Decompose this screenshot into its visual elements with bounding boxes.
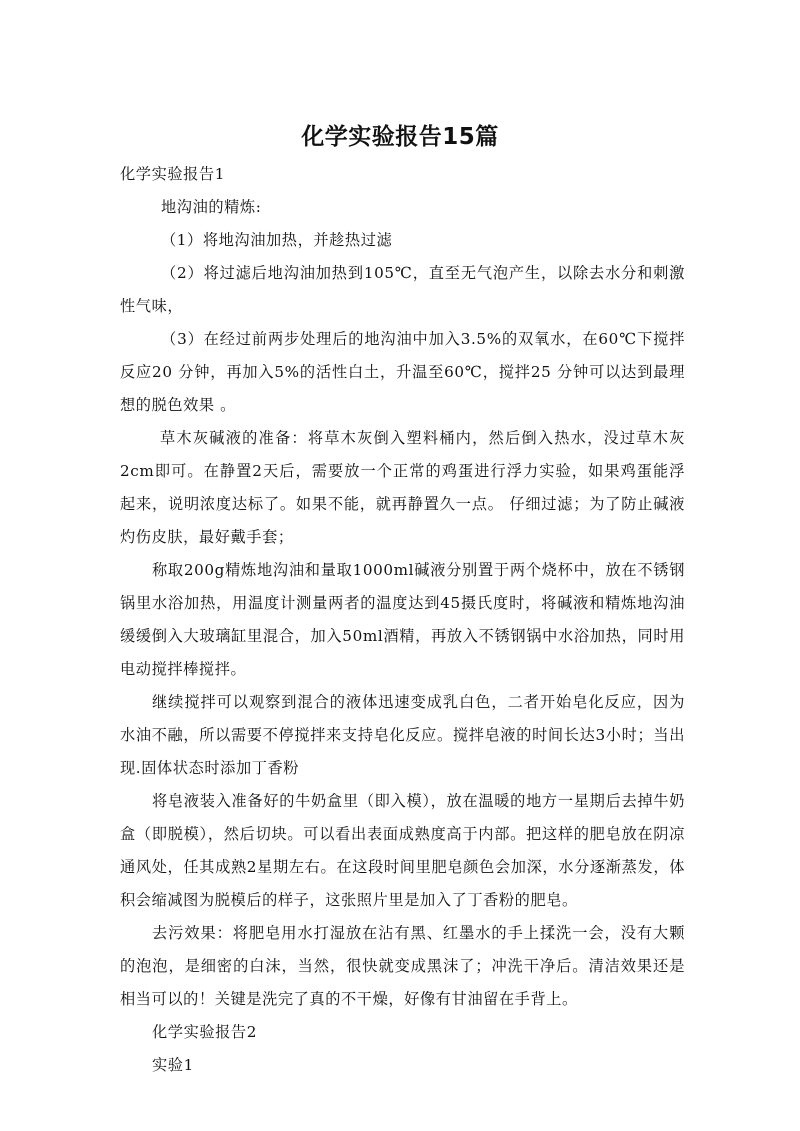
paragraph: 去污效果：将肥皂用水打湿放在沾有黑、红墨水的手上揉洗一会，没有大颗的泡泡，是细密的白沫，当然，很快就变成黑沫了；冲洗干净后。清洁效果还是相当可以的！关键是洗完了真的不干燥，好像有甘油留在手背上。: [120, 924, 685, 1008]
paragraph: 草木灰碱液的准备：将草木灰倒入塑料桶内，然后倒入热水，没过草木灰2cm即可。在静置2天后，需要放一个正常的鸡蛋进行浮力实验，如果鸡蛋能浮起来，说明浓度达标了。如果不能，就再静置久一点。 仔细过滤；为了防止碱液灼伤皮肤，最好戴手套；: [120, 429, 685, 546]
document-title: 化学实验报告15篇: [301, 124, 499, 150]
paragraph: 地沟油的精炼:: [161, 198, 262, 216]
subsection-heading: 实验1: [152, 1056, 194, 1074]
paragraph: 继续搅拌可以观察到混合的液体迅速变成乳白色，二者开始皂化反应，因为水油不融，所以需要不停搅拌来支持皂化反应。搅拌皂液的时间长达3小时；当出现.固体状态时添加丁香粉: [120, 693, 685, 777]
paragraph: （2）将过滤后地沟油加热到105℃，直至无气泡产生，以除去水分和刺激性气味，: [120, 264, 685, 315]
document-body: [120, 158, 685, 1082]
section-heading: 化学实验报告2: [152, 1023, 257, 1041]
paragraph: 称取200g精炼地沟油和量取1000ml碱液分别置于两个烧杯中，放在不锈钢锅里水浴加热，用温度计测量两者的温度达到45摄氏度时，将碱液和精炼地沟油缓缓倒入大玻璃缸里混合，加入50ml酒精，再放入不锈钢锅中水浴加热，同时用电动搅拌棒搅拌。: [120, 561, 685, 678]
paragraph: 将皂液装入准备好的牛奶盒里（即入模），放在温暖的地方一星期后去掉牛奶盒（即脱模），然后切块。可以看出表面成熟度高于内部。把这样的肥皂放在阴凉通风处，任其成熟2星期左右。在这段时间里肥皂颜色会加深，水分逐渐蒸发，体积会缩减图为脱模后的样子，这张照片里是加入了丁香粉的肥皂。: [120, 792, 685, 909]
paragraph: （1）将地沟油加热，并趁热过滤: [161, 231, 393, 249]
section-heading: 化学实验报告1: [120, 165, 225, 183]
paragraph: （3）在经过前两步处理后的地沟油中加入3.5%的双氧水，在60℃下搅拌反应20 分钟，再加入5%的活性白土，升温至60℃，搅拌25 分钟可以达到最理想的脱色效果 。: [120, 330, 685, 414]
